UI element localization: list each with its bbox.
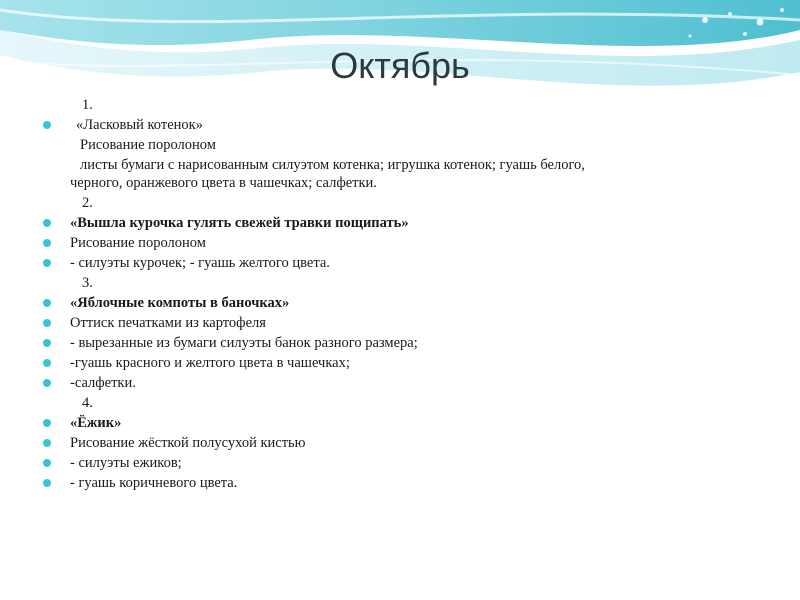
bullet-icon: [43, 239, 51, 247]
bullet-icon: [43, 259, 51, 267]
bullet-icon: [43, 439, 51, 447]
section-technique: Рисование поролоном: [80, 137, 216, 153]
section-material: -салфетки.: [70, 375, 136, 391]
slide-title: Октябрь: [330, 45, 470, 86]
bullet-icon: [43, 299, 51, 307]
section-material: листы бумаги с нарисованным силуэтом котенка; игрушка котенок; гуашь белого,: [80, 157, 585, 173]
section-heading: «Ласковый котенок»: [76, 117, 203, 133]
bullet-icon: [43, 419, 51, 427]
section-heading: «Вышла курочка гулять свежей травки пощипать»: [70, 215, 409, 231]
bullet-icon: [43, 319, 51, 327]
section-material: -гуашь красного и желтого цвета в чашечках;: [70, 355, 350, 371]
bullet-icon: [43, 379, 51, 387]
bullet-icon: [43, 479, 51, 487]
section-material: - гуашь коричневого цвета.: [70, 475, 238, 491]
section-technique: Оттиск печатками из картофеля: [70, 315, 266, 331]
section-material: - силуэты ежиков;: [70, 455, 182, 471]
bullet-icon: [43, 121, 51, 129]
section-number: 2.: [82, 195, 93, 211]
section-heading: «Ёжик»: [70, 415, 122, 431]
bullet-icon: [43, 339, 51, 347]
bullet-icon: [43, 459, 51, 467]
bullet-icon: [43, 219, 51, 227]
section-heading: «Яблочные компоты в баночках»: [70, 295, 290, 311]
section-number: 3.: [82, 275, 93, 291]
section-technique: Рисование жёсткой полусухой кистью: [70, 435, 306, 451]
section-number: 1.: [82, 97, 93, 113]
section-technique: Рисование поролоном: [70, 235, 206, 251]
section-number: 4.: [82, 395, 93, 411]
bullet-icon: [43, 359, 51, 367]
section-material: черного, оранжевого цвета в чашечках; салфетки.: [70, 175, 377, 191]
section-material: - силуэты курочек; - гуашь желтого цвета.: [70, 255, 330, 271]
section-material: - вырезанные из бумаги силуэты банок разного размера;: [70, 335, 418, 351]
